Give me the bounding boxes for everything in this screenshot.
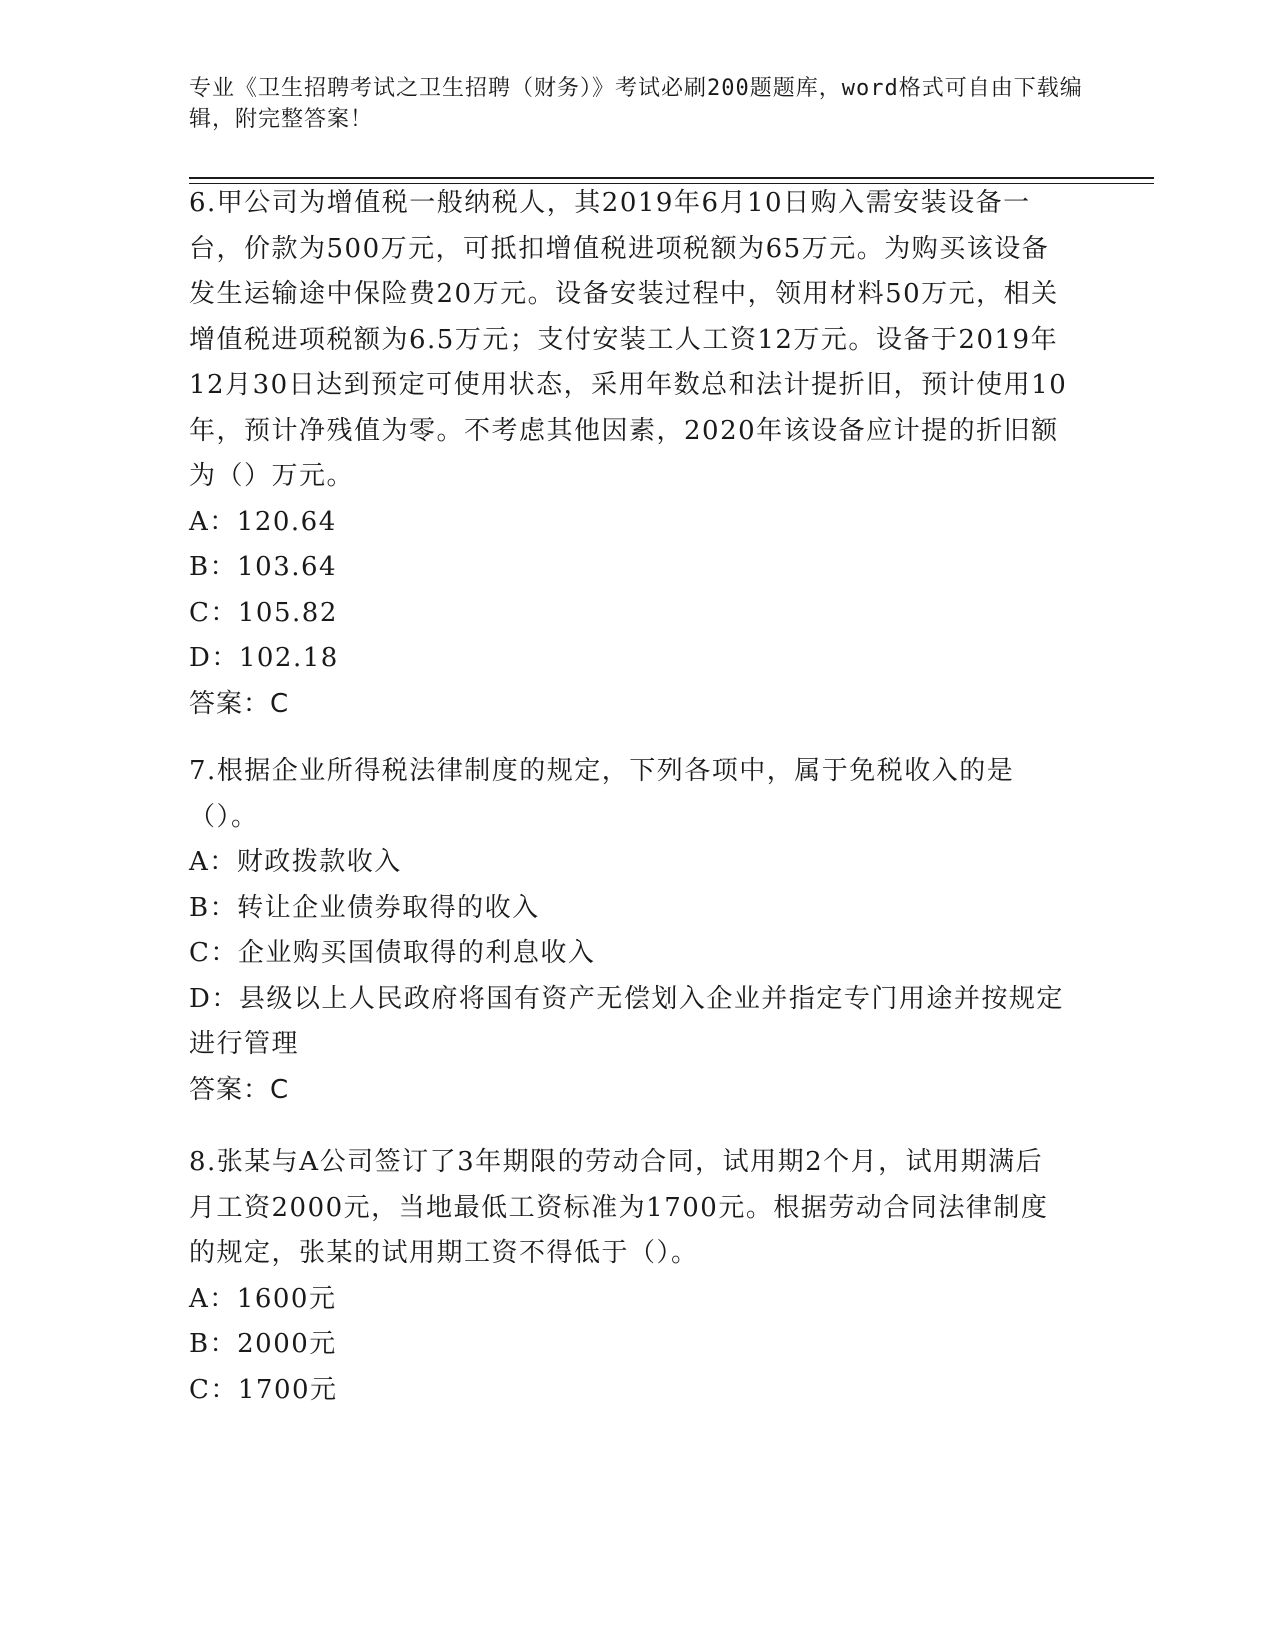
question-text: 6.甲公司为增值税一般纳税人，其2019年6月10日购入需安装设备一台，价款为500万元，可抵扣增值税进项税额为65万元。为购买该设备发生运输途中保险费20万元。设备安装过程中，领用材料50万元，相关增值税进项税额为6.5万元；支付安装工人工资12万元。设备于2019年12月30日达到预定可使用状态，采用年数总和法计提折旧，预计使用10年，预计净残值为零。不考虑其他因素，2020年该设备应计提的折旧额为（）万元。 xyxy=(189,188,1068,491)
option-b: B：103.64 xyxy=(189,552,338,582)
option-a: A：1600元 xyxy=(189,1283,337,1314)
option-d: D：县级以上人民政府将国有资产无偿划入企业并指定专门用途并按规定进行管理 xyxy=(189,983,1064,1059)
option-c: C：105.82 xyxy=(189,597,338,628)
option-c: C：企业购买国债取得的利息收入 xyxy=(189,938,596,968)
answer-label: 答案：C xyxy=(189,688,290,719)
answer-label: 答案：C xyxy=(189,1074,290,1105)
question-text: 8.张某与A公司签订了3年期限的劳动合同，试用期2个月，试用期满后月工资2000元，当地最低工资标准为1700元。根据劳动合同法律制度的规定，张某的试用期工资不得低于（）。 xyxy=(189,1147,1049,1268)
option-c: C：1700元 xyxy=(189,1374,338,1405)
option-a: A：财政拨款收入 xyxy=(189,847,402,877)
question-text: 7.根据企业所得税法律制度的规定，下列各项中，属于免税收入的是（）。 xyxy=(189,756,1015,832)
option-a: A：120.64 xyxy=(189,506,337,537)
option-b: B：2000元 xyxy=(189,1329,337,1359)
document-header: 专业《卫生招聘考试之卫生招聘（财务）》考试必刷200题题库，word格式可自由下载编辑，附完整答案！ xyxy=(189,76,1083,132)
header-divider-thick xyxy=(189,177,1154,179)
question-8 xyxy=(189,1140,1089,1413)
option-d: D：102.18 xyxy=(189,643,339,673)
question-6 xyxy=(189,181,1089,727)
question-7 xyxy=(189,749,1089,1113)
option-b: B：转让企业债券取得的收入 xyxy=(189,892,540,923)
